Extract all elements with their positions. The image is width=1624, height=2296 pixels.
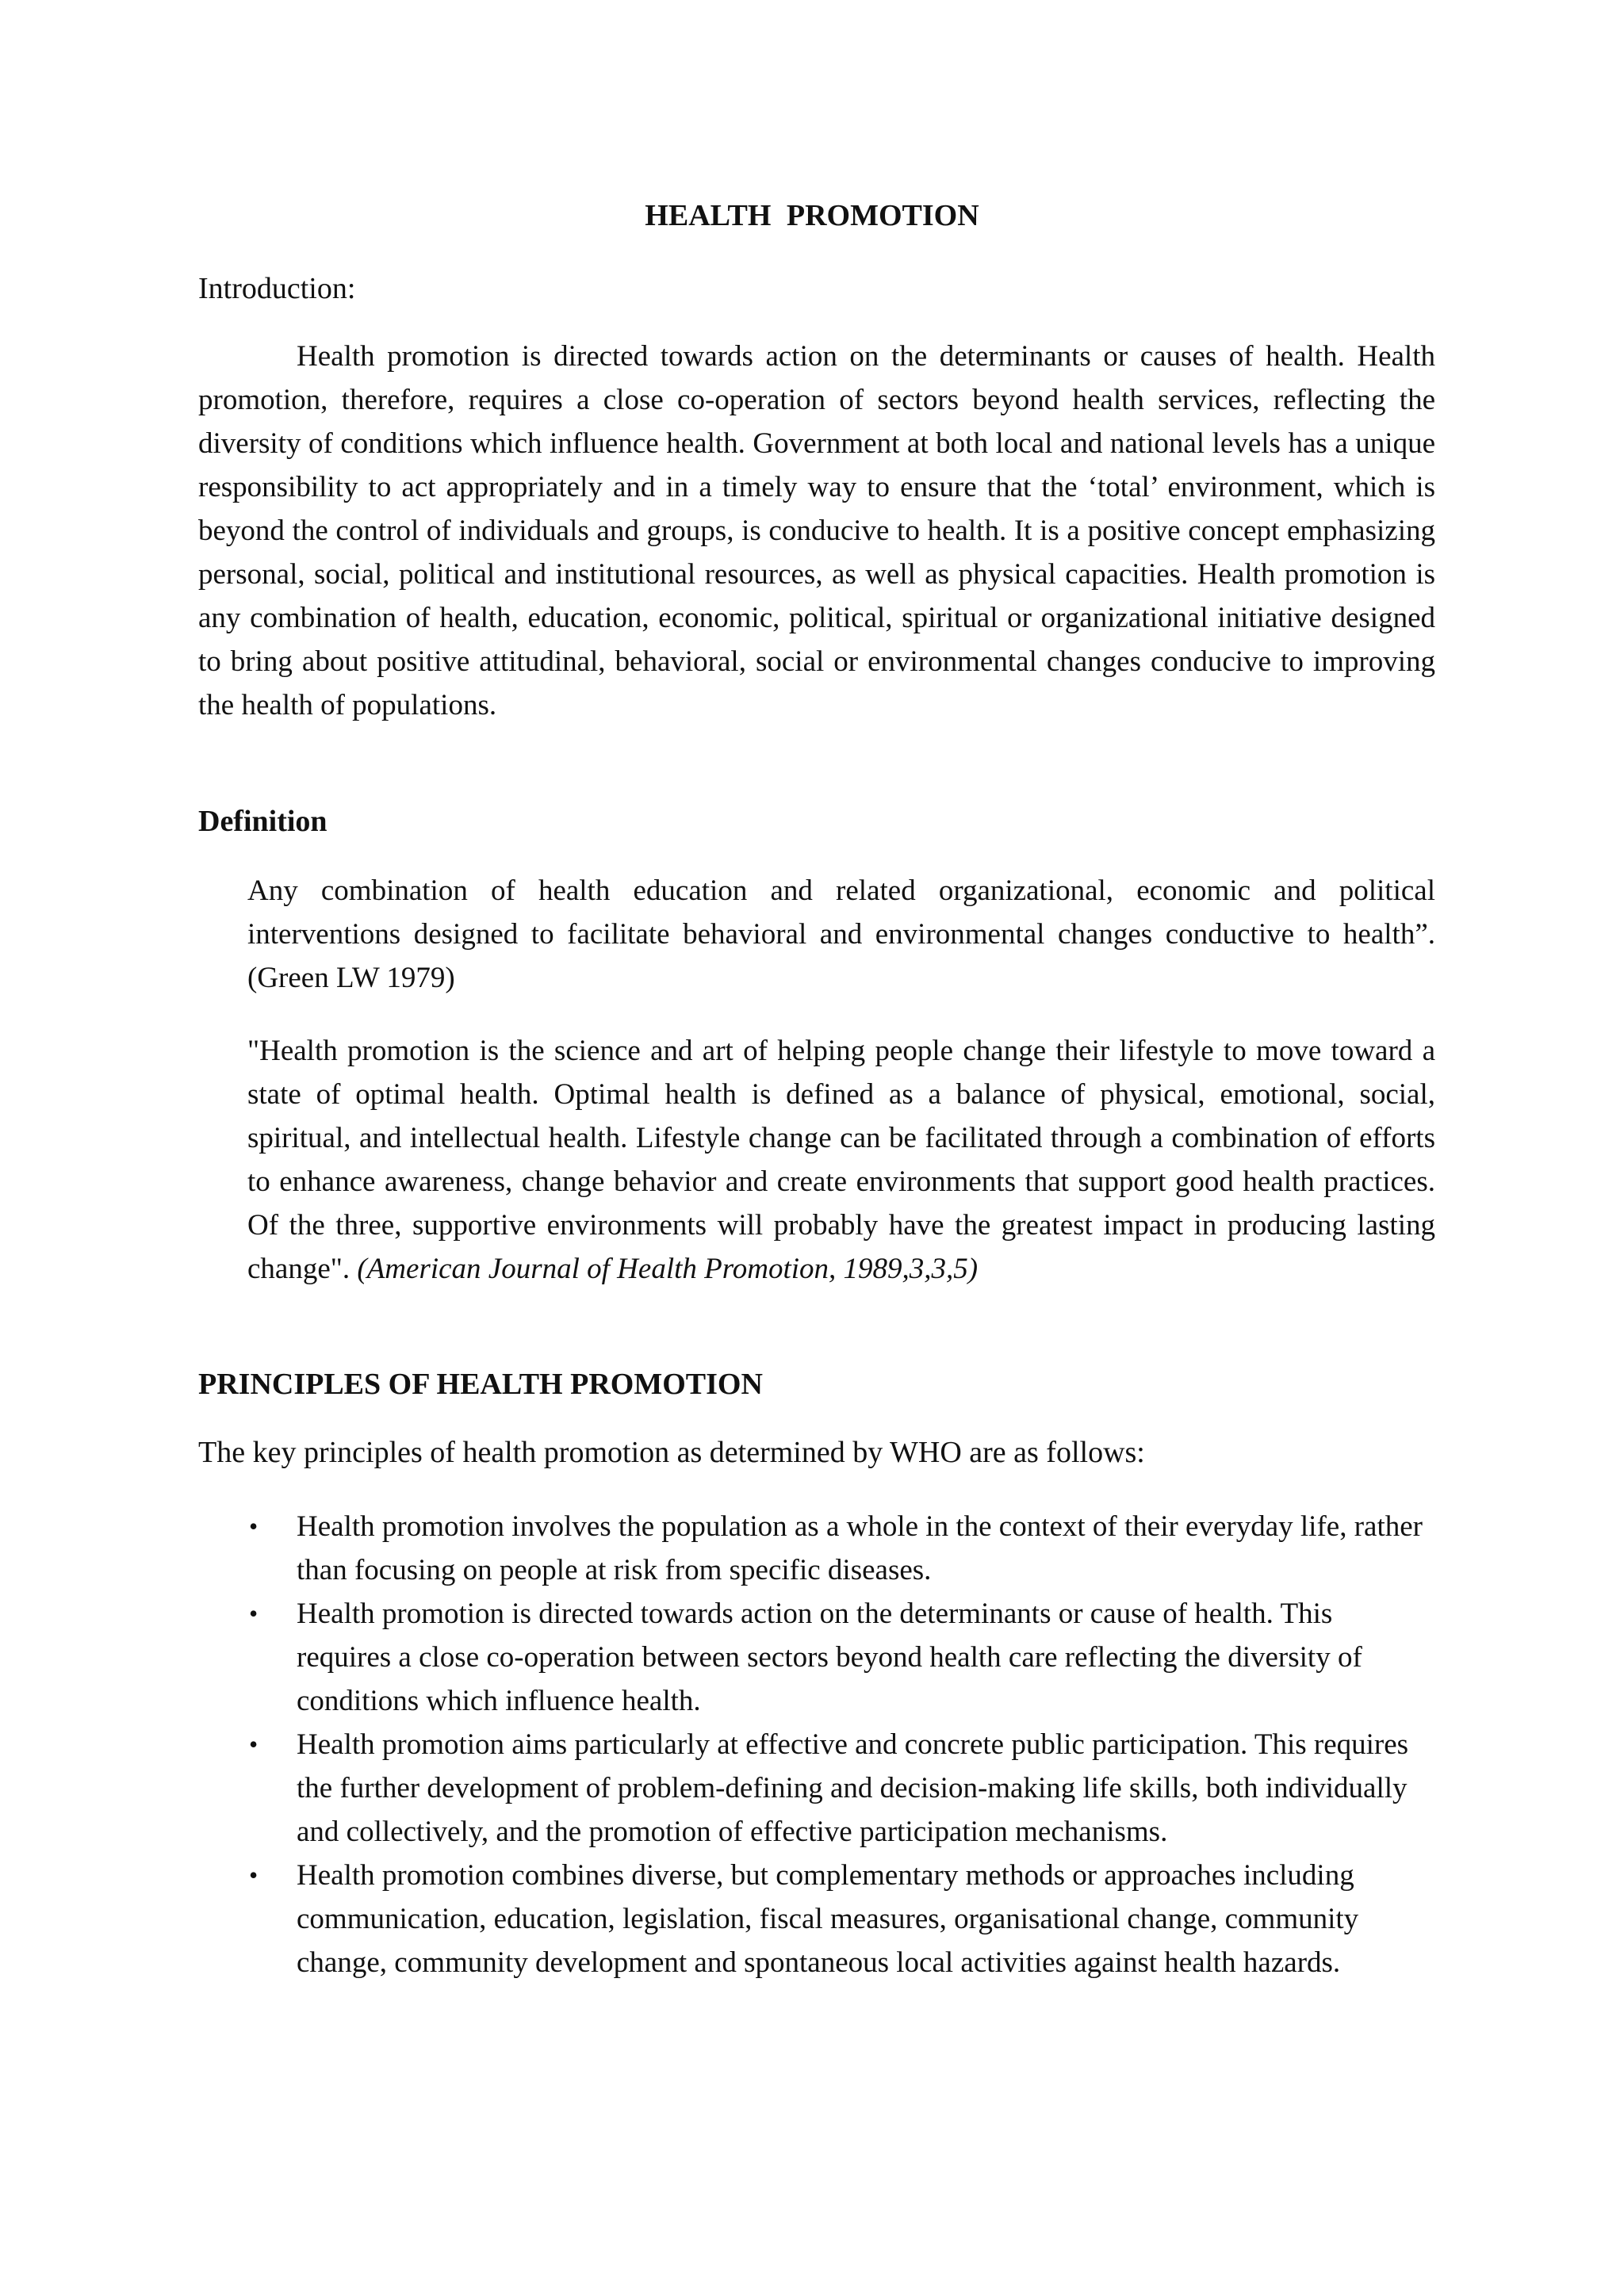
list-item-text: Health promotion involves the population as a whole in the context of their everyday life, rather than focusing on people at risk from specific diseases. [297, 1510, 1423, 1586]
list-item [198, 1854, 1423, 1984]
definition-ajhp-text: "Health promotion is the science and art of helping people change their lifestyle to move toward a state of optimal health. Optimal health is defined as a balance of physical, emotional, social, spiritual, and intellectual health. Lifestyle change can be facilitated through a combination of efforts to enhance awareness, change behavior and create environments that support good health practices. Of the three, supportive environments will probably have the greatest impact in producing lasting change". [247, 1035, 1435, 1285]
definition-heading: Definition [198, 805, 327, 838]
list-item-text: Health promotion combines diverse, but complementary methods or approaches including communication, education, legislation, fiscal measures, organisational change, community change, community development and spontaneous local activities against health hazards. [297, 1859, 1359, 1979]
list-item [198, 1723, 1423, 1854]
bullet-icon: • [249, 1512, 259, 1540]
bullet-icon: • [249, 1730, 259, 1758]
definition-green-paragraph: Any combination of health education and related organizational, economic and political interventions designed to facilitate behavioral and environmental changes conductive to health”. (Green LW 1979) [247, 874, 1435, 994]
bullet-icon: • [249, 1599, 259, 1628]
bullet-icon: • [249, 1861, 259, 1889]
list-item [198, 1505, 1423, 1592]
principles-heading: PRINCIPLES OF HEALTH PROMOTION [198, 1368, 763, 1401]
principles-lead-text: The key principles of health promotion as determined by WHO are as follows: [198, 1436, 1145, 1469]
list-item [198, 1592, 1423, 1723]
list-item-text: Health promotion is directed towards action on the determinants or cause of health. This requires a close co-operation between sectors beyond health care reflecting the diversity of conditions which influence health. [297, 1598, 1362, 1717]
principles-list [198, 1505, 1435, 1984]
introduction-paragraph: Health promotion is directed towards action on the determinants or causes of health. Health promotion, therefore, requires a close co-operation of sectors beyond health services, reflecting the diversity of conditions which influence health. Government at both local and national levels has a unique responsibility to act appropriately and in a timely way to ensure that the ‘total’ environment, which is beyond the control of individuals and groups, is conducive to health. It is a positive concept emphasizing personal, social, political and institutional resources, as well as physical capacities. Health promotion is any combination of health, education, economic, political, spiritual or organizational initiative designed to bring about positive attitudinal, behavioral, social or environmental changes conducive to improving the health of populations. [198, 340, 1435, 721]
definition-ajhp-citation: (American Journal of Health Promotion, 1989,3,3,5) [357, 1253, 979, 1285]
document-title: HEALTH PROMOTION [645, 199, 979, 232]
list-item-text: Health promotion aims particularly at effective and concrete public participation. This requires the further development of problem-defining and decision-making life skills, both individually and collectively, and the promotion of effective participation mechanisms. [297, 1728, 1409, 1848]
definition-ajhp-paragraph [247, 1029, 1435, 1291]
introduction-heading: Introduction: [198, 272, 356, 305]
